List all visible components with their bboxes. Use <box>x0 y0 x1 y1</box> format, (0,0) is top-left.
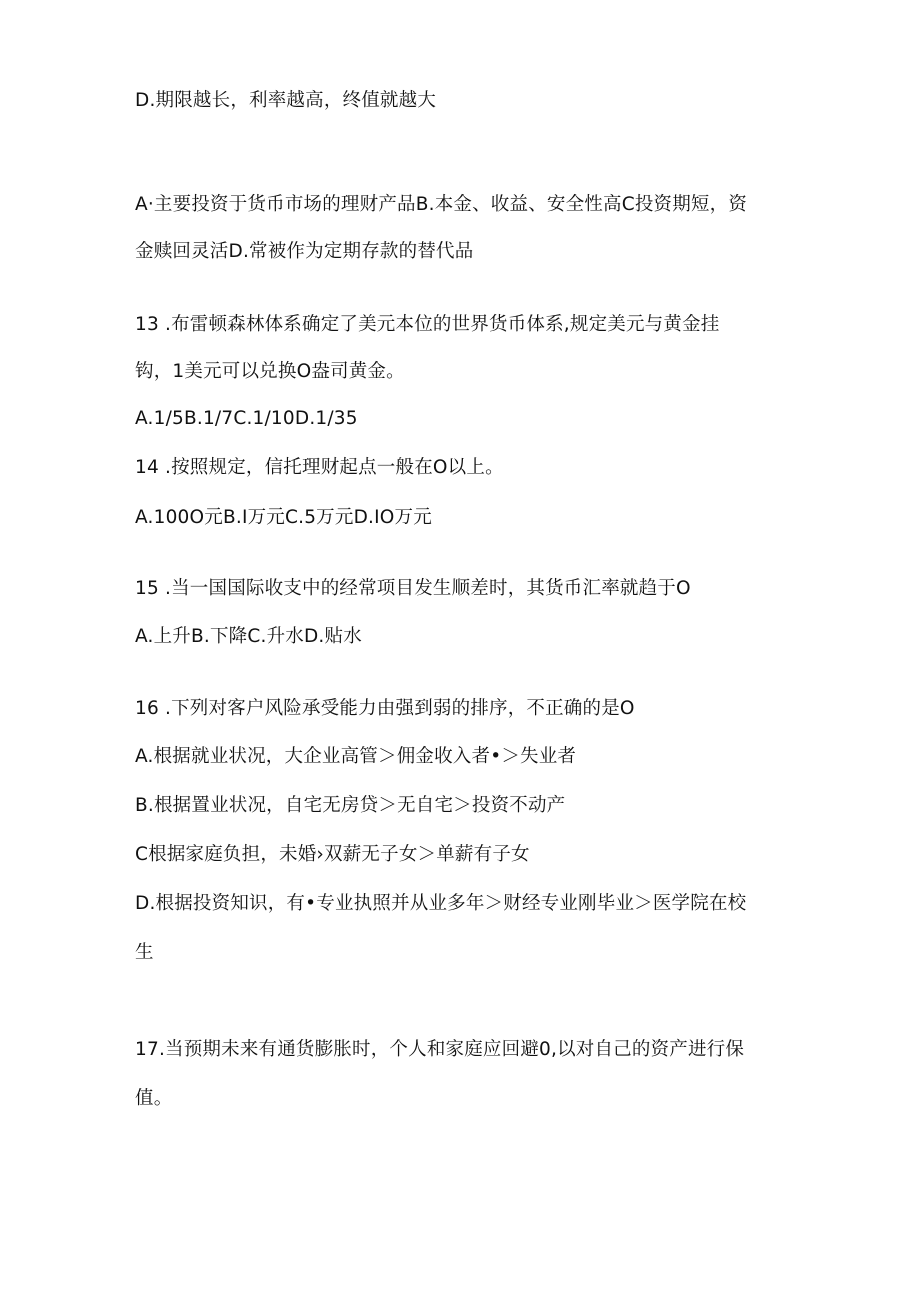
question-16-option-a: A.根据就业状况，大企业高管＞佣金收入者•＞失业者 <box>135 746 577 767</box>
question-16-option-b: B.根据置业状况，自宅无房贷＞无自宅＞投资不动产 <box>135 795 566 816</box>
question-15-options: A.上升B.下降C.升水D.贴水 <box>135 626 362 647</box>
question-16-option-d-line-1: D.根据投资知识，有•专业执照并从业多年＞财经专业刚毕业＞医学院在校 <box>135 893 747 914</box>
question-14-options: A.100O元B.I万元C.5万元D.IO万元 <box>135 507 432 528</box>
question-16-option-d-line-2: 生 <box>135 942 154 963</box>
question-13-line-2: 钩，1美元可以兑换O盎司黄金。 <box>135 361 405 382</box>
question-14-stem: 14 .按照规定，信托理财起点一般在O以上。 <box>135 457 504 478</box>
question-15-stem: 15 .当一国国际收支中的经常项目发生顺差时，其货币汇率就趋于O <box>135 578 691 599</box>
options-money-market-line-2: 金赎回灵活D.常被作为定期存款的替代品 <box>135 241 474 262</box>
option-line-d-time-value: D.期限越长，利率越高，终值就越大 <box>135 90 437 111</box>
question-13-line-1: 13 .布雷顿森林体系确定了美元本位的世界货币体系,规定美元与黄金挂 <box>135 314 720 335</box>
question-16-stem: 16 .下列对客户风险承受能力由强到弱的排序，不正确的是O <box>135 698 635 719</box>
question-16-option-c: C根据家庭负担，未婚›双薪无子女＞单薪有子女 <box>135 844 530 865</box>
options-money-market-line-1: A·主要投资于货币市场的理财产品B.本金、收益、安全性高C投资期短，资 <box>135 194 748 215</box>
question-17-line-1: 17.当预期未来有通货膨胀时，个人和家庭应回避0,以对自己的资产进行保 <box>135 1039 745 1060</box>
question-17-line-2: 值。 <box>135 1088 173 1109</box>
question-13-options: A.1/5B.1/7C.1/10D.1/35 <box>135 408 358 429</box>
